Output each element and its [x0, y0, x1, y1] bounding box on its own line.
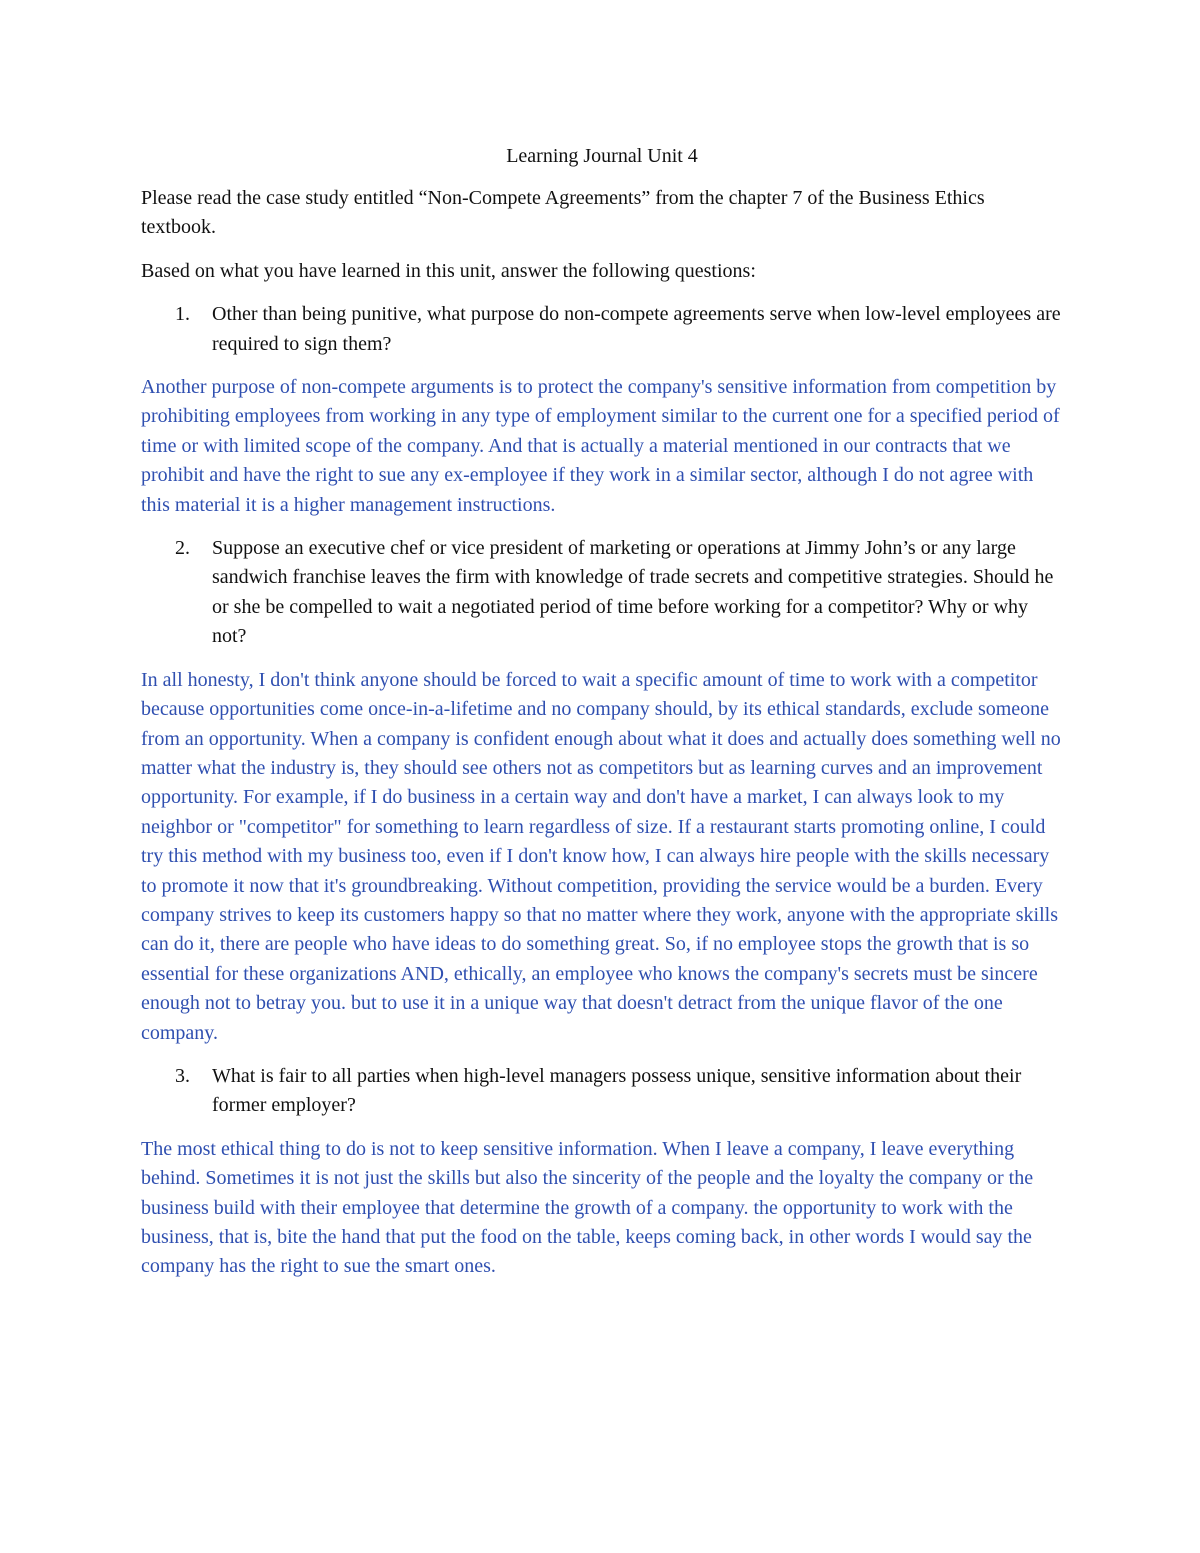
answer-3: The most ethical thing to do is not to keep sensitive information. When I leave a company, I leave everything behind. Sometimes it is not just the skills but also the sincerity of the people and the loyalty the company or the business build with their employee that determine the growth of a company. the opportunity to work with the business, that is, bite the hand that put the food on the table, keeps coming back, in other words I would say the company has the right to sue the smart ones. [141, 1137, 1034, 1278]
document-title: Learning Journal Unit 4 [506, 145, 698, 167]
instructions-paragraph: Based on what you have learned in this unit, answer the following questions: [141, 259, 756, 282]
question-number: 3. [175, 1064, 190, 1087]
question-number: 2. [175, 537, 190, 560]
document-page [141, 140, 1063, 1296]
answer-2: In all honesty, I don't think anyone should be forced to wait a specific amount of time to work with a competitor because opportunities come once-in-a-lifetime and no company should, by its ethical standards, exclude someone from an opportunity. When a company is confident enough about what it does and actually does something well no matter what the industry is, they should see others not as competitors but as learning curves and an improvement opportunity. For example, if I do business in a certain way and don't have a market, I can always look to my neighbor or "competitor" for something to learn regardless of size. If a restaurant starts promoting online, I could try this method with my business too, even if I don't know how, I can always hire people with the skills necessary to promote it now that it's groundbreaking. Without competition, providing the service would be a burden. Every company strives to keep its customers happy so that no matter where they work, anyone with the appropriate skills can do it, there are people who have ideas to do something great. So, if no employee stops the growth that is so essential for these organizations AND, ethically, an employee who knows the company's secrets must be sincere enough not to betray you. but to use it in a unique way that doesn't detract from the unique flavor of the one company. [141, 668, 1061, 1044]
question-text: What is fair to all parties when high-level managers possess unique, sensitive information about their former employer? [212, 1064, 1022, 1117]
intro-paragraph: Please read the case study entitled “Non-Compete Agreements” from the chapter 7 of the Business Ethics textbook. [141, 187, 985, 239]
answer-1: Another purpose of non-compete arguments is to protect the company's sensitive information from competition by prohibiting employees from working in any type of employment similar to the current one for a specified period of time or with limited scope of the company. And that is actually a material mentioned in our contracts that we prohibit and have the right to sue any ex-employee if they work in a similar sector, although I do not agree with this material it is a higher management instructions. [141, 376, 1060, 516]
question-number: 1. [175, 303, 190, 326]
question-1 [141, 300, 1063, 359]
question-text: Suppose an executive chef or vice president of marketing or operations at Jimmy John’s or any large sandwich franchise leaves the firm with knowledge of trade secrets and competitive strategies. Should he or she be compelled to wait a negotiated period of time before working for a competitor? Why or why not? [212, 537, 1054, 648]
question-text: Other than being punitive, what purpose do non-compete agreements serve when low-level employees are required to sign them? [212, 303, 1061, 355]
question-2 [141, 534, 1063, 652]
question-3 [141, 1062, 1063, 1121]
